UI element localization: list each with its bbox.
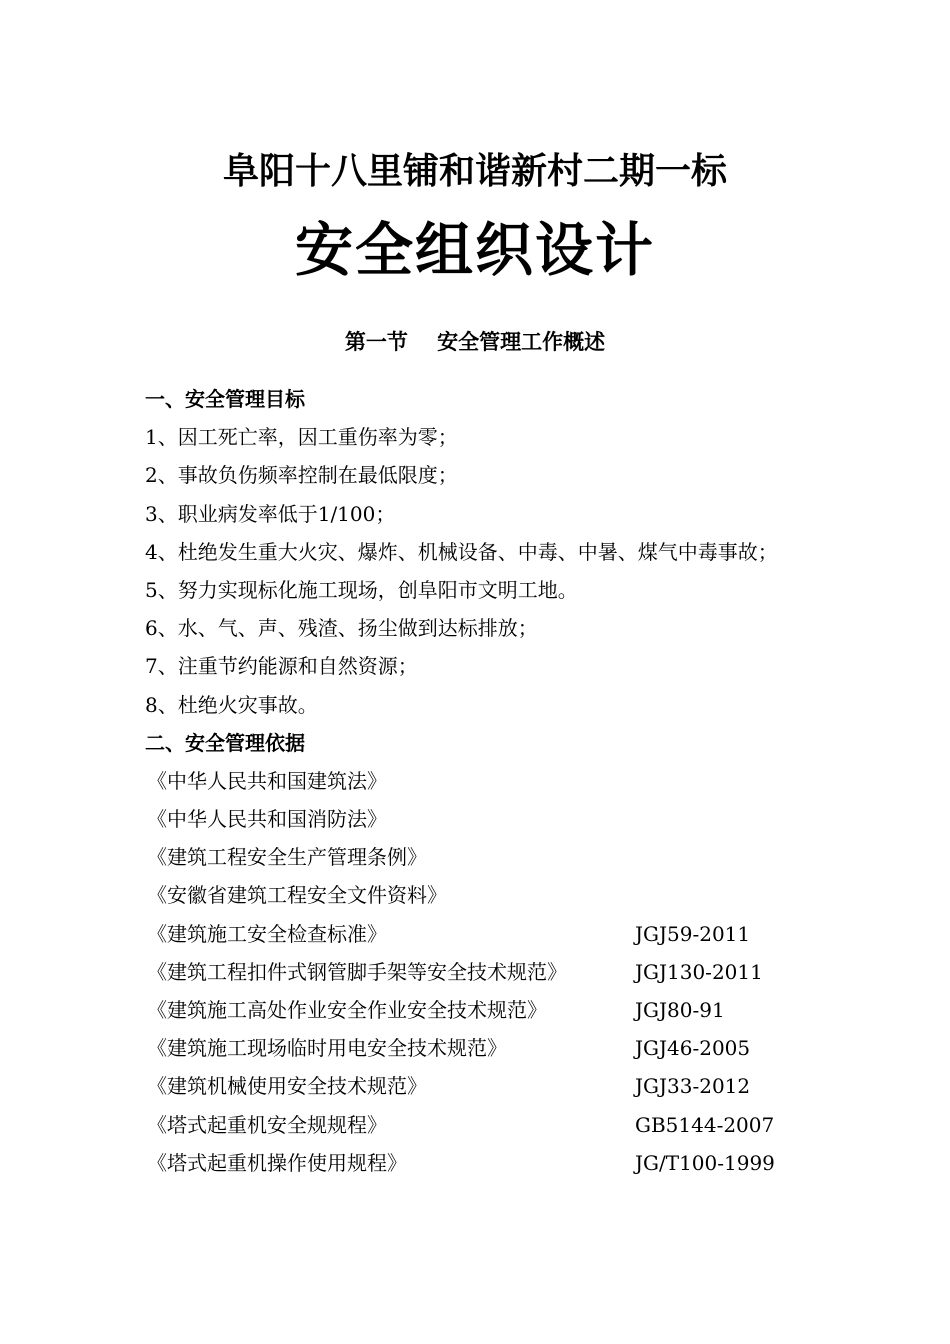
reference-code: JGJ59-2011 (635, 921, 751, 946)
targets-heading: 一、安全管理目标 (145, 387, 305, 411)
reference-row (145, 1106, 815, 1144)
reference-title: 《建筑工程安全生产管理条例》 (147, 845, 427, 870)
target-item: 5、努力实现标化施工现场，创阜阳市文明工地。 (145, 577, 578, 602)
reference-title: 《建筑施工高处作业安全作业安全技术规范》 (147, 998, 547, 1023)
reference-title: 《中华人民共和国建筑法》 (147, 768, 387, 793)
reference-code: JGJ130-2011 (635, 959, 763, 984)
reference-row (145, 1144, 815, 1182)
reference-title: 《建筑工程扣件式钢管脚手架等安全技术规范》 (147, 959, 567, 984)
target-item: 7、注重节约能源和自然资源； (145, 654, 418, 679)
reference-title: 《建筑施工现场临时用电安全技术规范》 (147, 1036, 507, 1061)
reference-title: 《建筑机械使用安全技术规范》 (147, 1074, 427, 1099)
reference-row (145, 838, 815, 876)
reference-row (145, 953, 815, 991)
reference-row (145, 800, 815, 838)
reference-title: 《塔式起重机操作使用规程》 (147, 1150, 407, 1175)
target-item: 1、因工死亡率，因工重伤率为零； (145, 425, 458, 450)
reference-row (145, 876, 815, 914)
reference-title: 《安徽省建筑工程安全文件资料》 (147, 883, 447, 908)
document-body (145, 380, 815, 1182)
reference-row (145, 1029, 815, 1067)
target-item: 3、职业病发率低于1/100； (145, 501, 396, 526)
target-item: 4、杜绝发生重大火灾、爆炸、机械设备、中毒、中暑、煤气中毒事故； (145, 539, 778, 564)
project-title: 阜阳十八里铺和谐新村二期一标 (222, 151, 727, 192)
reference-row (145, 991, 815, 1029)
reference-row (145, 762, 815, 800)
reference-title: 《中华人民共和国消防法》 (147, 807, 387, 832)
reference-code: JGJ33-2012 (635, 1074, 751, 1099)
target-item: 8、杜绝火灾事故。 (145, 692, 318, 717)
section-title: 第一节 安全管理工作概述 (344, 330, 606, 354)
reference-row (145, 1067, 815, 1105)
reference-row (145, 915, 815, 953)
reference-title: 《塔式起重机安全规规程》 (147, 1112, 387, 1137)
reference-code: JGJ80-91 (635, 998, 725, 1023)
target-item: 6、水、气、声、残渣、扬尘做到达标排放； (145, 616, 538, 641)
target-item: 2、事故负伤频率控制在最低限度； (145, 463, 458, 488)
reference-code: JG/T100-1999 (635, 1150, 775, 1175)
document-title: 安全组织设计 (294, 216, 655, 284)
basis-heading: 二、安全管理依据 (145, 730, 305, 755)
reference-title: 《建筑施工安全检查标准》 (147, 921, 387, 946)
reference-code: JGJ46-2005 (635, 1036, 751, 1061)
reference-list (145, 762, 815, 1182)
reference-code: GB5144-2007 (635, 1112, 775, 1137)
